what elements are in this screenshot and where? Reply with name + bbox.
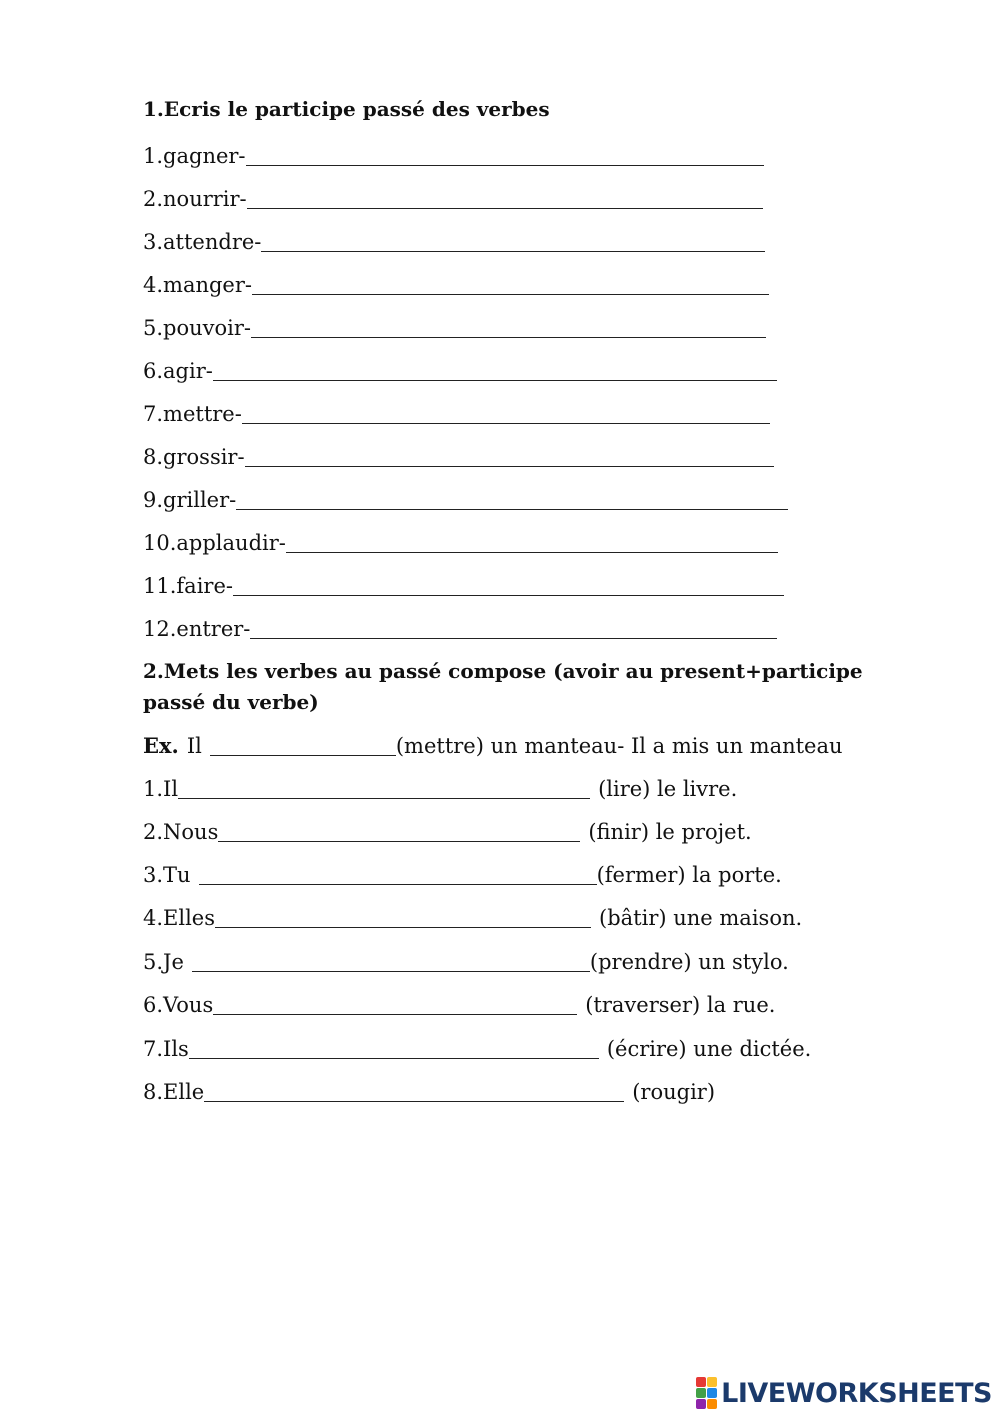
sentence-row [143, 901, 802, 931]
verb-row [143, 397, 770, 427]
sentence-subject: 3.Tu [143, 863, 191, 887]
verb-label: 9.griller- [143, 488, 237, 512]
verb-row [143, 182, 763, 212]
sentence-row [143, 945, 789, 975]
verb-row [143, 225, 765, 255]
answer-blank[interactable] [192, 947, 590, 972]
answer-blank[interactable] [189, 1034, 599, 1059]
sentence-row [143, 815, 752, 845]
verb-row [143, 483, 788, 513]
answer-blank[interactable] [213, 356, 777, 381]
sentence-subject: 8.Elle [143, 1080, 205, 1104]
answer-blank[interactable] [178, 774, 590, 799]
sentence-row [143, 1075, 715, 1105]
answer-blank[interactable] [199, 860, 597, 885]
logo-cell [696, 1399, 706, 1409]
verb-label: 11.faire- [143, 574, 233, 598]
verb-label: 6.agir- [143, 359, 213, 383]
sentence-rest: (finir) le projet. [588, 820, 752, 844]
verb-row [143, 612, 777, 642]
verb-label: 8.grossir- [143, 445, 245, 469]
sentence-row [143, 988, 775, 1018]
sentence-subject: 7.Ils [143, 1037, 189, 1061]
logo-cell [707, 1399, 717, 1409]
section2-title-line2: passé du verbe) [143, 690, 319, 714]
verb-label: 10.applaudir- [143, 531, 286, 555]
logo-icon [696, 1377, 717, 1409]
answer-blank[interactable] [286, 528, 778, 553]
verb-row [143, 139, 764, 169]
answer-blank[interactable] [218, 817, 580, 842]
answer-blank[interactable] [247, 184, 763, 209]
logo-cell [707, 1388, 717, 1398]
verb-label: 4.manger- [143, 273, 252, 297]
verb-row [143, 354, 777, 384]
sentence-row [143, 1032, 811, 1062]
verb-row [143, 526, 778, 556]
sentence-subject: 1.Il [143, 777, 179, 801]
answer-blank[interactable] [236, 485, 788, 510]
sentence-rest: (fermer) la porte. [596, 863, 782, 887]
example-rest: (mettre) un manteau- Il a mis un manteau [395, 734, 843, 758]
answer-blank[interactable] [213, 990, 577, 1015]
sentence-subject: 5.Je [143, 950, 184, 974]
verb-label: 2.nourrir- [143, 187, 247, 211]
verb-label: 12.entrer- [143, 617, 251, 641]
logo-cell [696, 1377, 706, 1387]
verb-row [143, 440, 774, 470]
example-blank [210, 731, 396, 756]
sentence-rest: (rougir) [632, 1080, 716, 1104]
verb-label: 1.gagner- [143, 144, 246, 168]
sentence-row [143, 858, 782, 888]
example-subject: Il [186, 734, 202, 758]
sentence-subject: 6.Vous [143, 993, 214, 1017]
answer-blank[interactable] [250, 614, 777, 639]
section2-title-line1: 2.Mets les verbes au passé compose (avoir au present+participe [143, 659, 863, 683]
verb-label: 5.pouvoir- [143, 316, 252, 340]
answer-blank[interactable] [204, 1077, 624, 1102]
section1-title: 1.Ecris le participe passé des verbes [143, 97, 550, 121]
sentence-rest: (prendre) un stylo. [589, 950, 789, 974]
answer-blank[interactable] [251, 313, 766, 338]
sentence-rest: (écrire) une dictée. [606, 1037, 812, 1061]
example-row [143, 729, 843, 759]
verb-row [143, 569, 784, 599]
answer-blank[interactable] [246, 141, 764, 166]
liveworksheets-logo [696, 1379, 992, 1407]
answer-blank[interactable] [252, 270, 769, 295]
logo-text: LIVEWORKSHEETS [721, 1377, 992, 1409]
sentence-subject: 4.Elles [143, 906, 216, 930]
answer-blank[interactable] [261, 227, 765, 252]
answer-blank[interactable] [233, 571, 784, 596]
answer-blank[interactable] [242, 399, 770, 424]
verb-label: 7.mettre- [143, 402, 242, 426]
sentence-rest: (bâtir) une maison. [599, 906, 803, 930]
answer-blank[interactable] [245, 442, 774, 467]
verb-row [143, 311, 766, 341]
answer-blank[interactable] [215, 903, 591, 928]
sentence-rest: (traverser) la rue. [585, 993, 776, 1017]
sentence-rest: (lire) le livre. [598, 777, 738, 801]
verb-label: 3.attendre- [143, 230, 262, 254]
logo-cell [707, 1377, 717, 1387]
verb-row [143, 268, 769, 298]
example-label: Ex. [143, 733, 179, 758]
sentence-row [143, 772, 737, 802]
logo-cell [696, 1388, 706, 1398]
sentence-subject: 2.Nous [143, 820, 219, 844]
